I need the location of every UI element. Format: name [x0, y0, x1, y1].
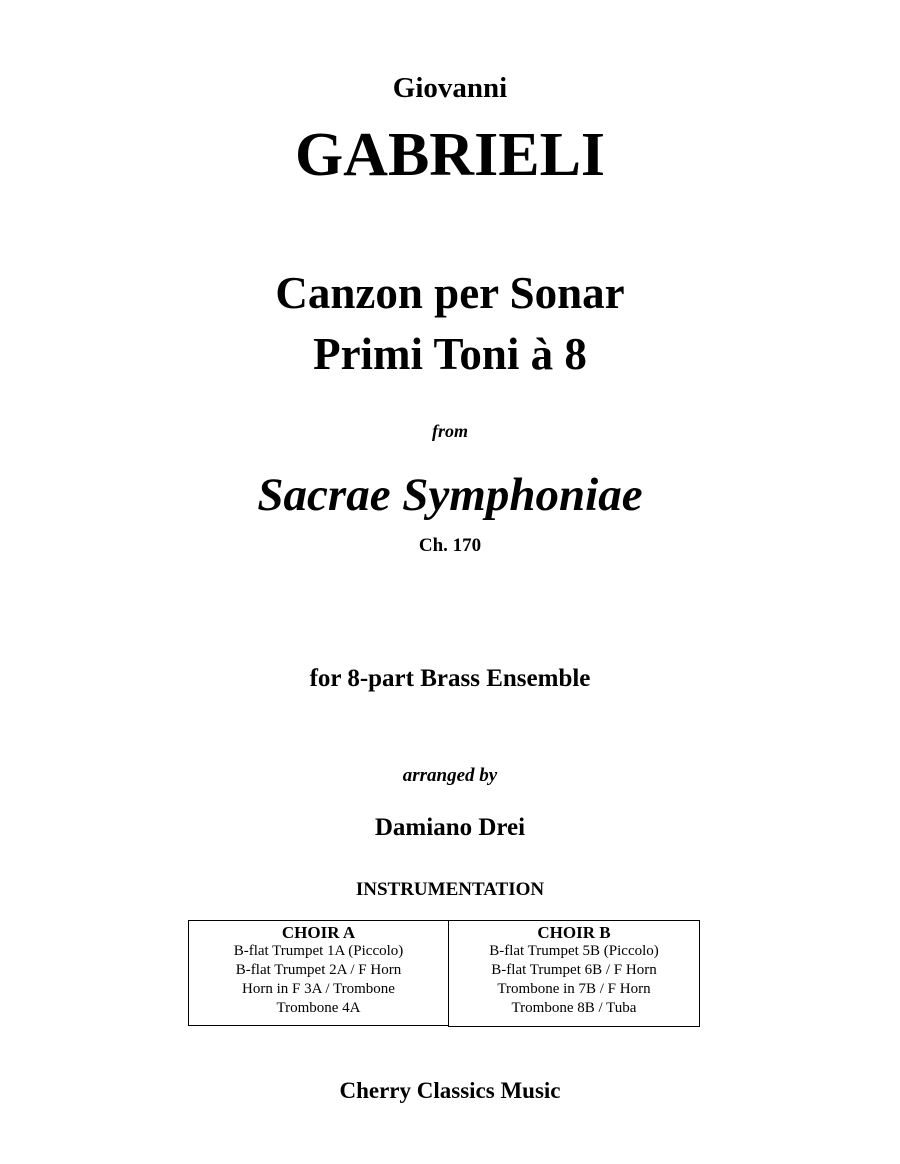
instrumentation-heading: INSTRUMENTATION — [355, 879, 545, 900]
choir-a-part: B-flat Trumpet 1A (Piccolo) — [233, 943, 404, 959]
choir-a-cell — [188, 920, 449, 1026]
scoring-description: for 8-part Brass Ensemble — [309, 665, 591, 692]
arranged-by-label: arranged by — [402, 765, 498, 786]
collection-title: Sacrae Symphoniae — [257, 469, 643, 521]
work-title-line-1: Canzon per Sonar — [275, 268, 625, 318]
arranger-name: Damiano Drei — [374, 814, 526, 841]
choir-b-part: B-flat Trumpet 6B / F Horn — [491, 962, 657, 978]
catalog-number: Ch. 170 — [418, 535, 482, 556]
choir-b-title: CHOIR B — [537, 923, 611, 942]
publisher-name: Cherry Classics Music — [339, 1078, 561, 1103]
choir-b-part: Trombone in 7B / F Horn — [497, 981, 651, 997]
choir-a-part: B-flat Trumpet 2A / F Horn — [235, 962, 402, 978]
choir-a-title: CHOIR A — [281, 923, 356, 942]
instrumentation-table — [188, 920, 700, 1027]
from-label: from — [432, 421, 468, 441]
choir-a-part: Trombone 4A — [276, 1000, 361, 1016]
choir-b-cell — [448, 920, 700, 1027]
composer-first-name: Giovanni — [392, 72, 508, 104]
choir-a-part: Horn in F 3A / Trombone — [242, 981, 395, 997]
work-title-line-2: Primi Toni à 8 — [313, 329, 587, 379]
choir-b-part: Trombone 8B / Tuba — [511, 1000, 637, 1016]
composer-last-name: GABRIELI — [294, 121, 606, 189]
choir-b-part: B-flat Trumpet 5B (Piccolo) — [489, 943, 659, 959]
